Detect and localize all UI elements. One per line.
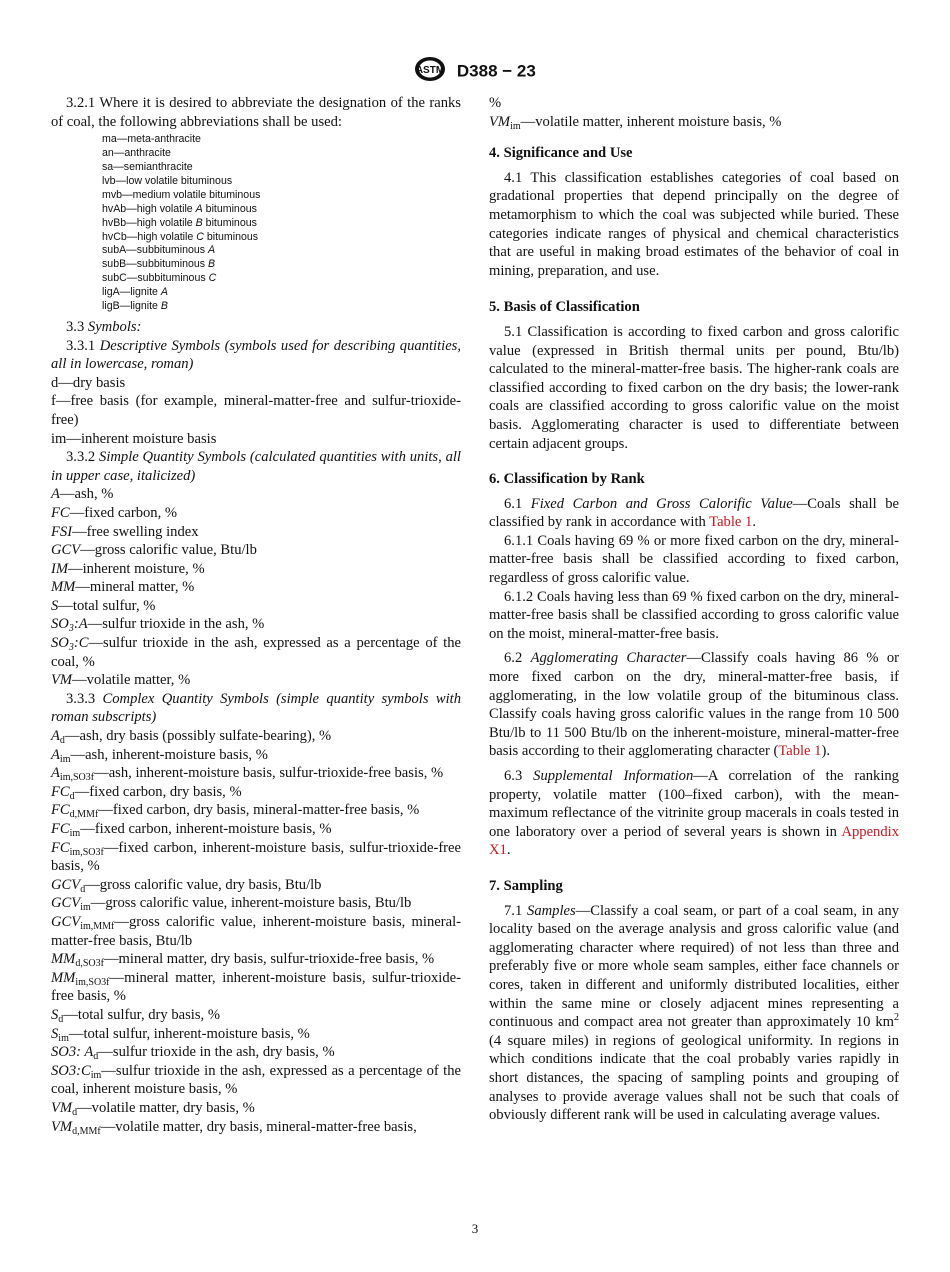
paragraph-6-1 <box>489 495 899 532</box>
abbreviation-variant: C <box>196 230 204 243</box>
section-number: 3.3.3 <box>66 690 96 707</box>
paragraph-4-1: 4.1 This classification establishes categories of coal based on gradational properties that depend principally on the degree of metamorphism to which the coal was subjected while buried. These categories indicate ranges of physical and chemical characteristics that are useful in making broad estimates of the behavior of coal in mining, preparation, and use. <box>489 169 899 279</box>
complex-symbol <box>51 1006 461 1025</box>
section-number: 6.1 <box>504 495 523 512</box>
abbreviation-code: ligA <box>102 286 120 299</box>
symbol: GCV <box>51 895 81 912</box>
paragraph-end: ). <box>821 743 830 760</box>
abbreviation-name: semianthracite <box>123 161 193 173</box>
symbol-definition: —mineral matter, dry basis, sulfur-trioxide-free basis, % <box>103 951 435 968</box>
paragraph-text: —A correlation of the ranking property, volatile matter (100–fixed carbon), with the mean-maximum reflectance of the vitrinite group macerals in coals tested in one laboratory over a period of several years is shown in <box>489 768 899 840</box>
symbol-definition: —volatile matter, % <box>72 672 191 689</box>
abbreviation-item: lvb—low volatile bituminous <box>102 174 233 187</box>
symbol-subscript: im <box>69 828 81 839</box>
section-3-3-3 <box>51 690 461 727</box>
symbol-definition: —free swelling index <box>72 523 199 540</box>
abbreviation-variant: B <box>208 258 216 271</box>
abbreviation-code: hvBb <box>102 216 127 229</box>
symbol-subscript: im,MMf <box>80 920 115 932</box>
abbreviation-name: anthracite <box>124 147 171 160</box>
abbreviation-code: hvCb <box>102 230 127 243</box>
simple-symbol <box>51 578 461 597</box>
descriptive-symbol: f—free basis (for example, mineral-matter-free and sulfur-trioxide-free) <box>51 393 461 428</box>
symbol-subscript: d,MMf <box>72 1125 101 1137</box>
symbol-definition: —sulfur trioxide in the ash, expressed as a percentage of the coal, inherent moisture basis, % <box>51 1062 461 1098</box>
abbreviation-variant: A <box>195 202 203 215</box>
complex-symbol <box>51 764 461 783</box>
section-number: 3.3 <box>66 318 85 335</box>
simple-symbol <box>51 485 461 504</box>
symbol-subscript: d,MMf <box>69 809 99 821</box>
symbol-definition: —total sulfur, dry basis, % <box>63 1006 220 1023</box>
abbreviation-item: hvAb—high volatile A bituminous <box>102 202 257 215</box>
page-number: 3 <box>471 1221 479 1236</box>
symbol-subscript: d <box>72 1106 78 1118</box>
symbol: VM <box>51 1099 73 1116</box>
abbreviation-code: ligB <box>102 300 120 313</box>
abbreviation-name: subbituminous <box>136 258 206 271</box>
abbreviation-item: ligA—lignite A <box>102 286 168 299</box>
symbol-suffix: :C <box>73 635 89 652</box>
symbol-definition: —fixed carbon, dry basis, % <box>74 783 242 800</box>
section-3-3-1 <box>51 337 461 374</box>
paragraph-end: . <box>752 514 756 531</box>
section-number: 6.2 <box>504 650 523 667</box>
abbreviation-code: mvb <box>102 188 123 201</box>
astm-logo-icon <box>414 56 446 87</box>
symbol-subscript: im,SO3f <box>59 772 95 784</box>
symbol-subscript: im <box>80 902 91 914</box>
complex-symbol <box>51 727 461 746</box>
descriptive-symbol-list <box>51 374 461 448</box>
superscript: 2 <box>894 1012 899 1024</box>
abbreviation-code: ma <box>102 133 117 146</box>
symbol-definition: —ash, % <box>59 486 114 503</box>
symbol: S <box>51 597 59 614</box>
section-title: Agglomerating Character <box>530 650 687 667</box>
symbol-definition: —sulfur trioxide in the ash, dry basis, % <box>98 1044 335 1061</box>
table-1-link[interactable]: Table 1 <box>709 514 753 531</box>
symbol: FC <box>51 802 70 819</box>
symbol-subscript: 3 <box>68 623 74 635</box>
complex-symbol <box>51 783 461 802</box>
paragraph-text: —Coals shall be classified by rank in accordance with <box>489 495 899 531</box>
abbreviation-name: high volatile <box>137 230 194 243</box>
symbol: A <box>51 486 60 503</box>
section-title: Symbols: <box>87 318 142 335</box>
abbreviation-code: subC <box>102 272 127 285</box>
section-title: Fixed Carbon and Gross Calorific Value <box>530 495 793 512</box>
simple-symbol <box>51 523 461 542</box>
symbol: FSI <box>51 523 73 540</box>
symbol: IM <box>51 560 69 577</box>
abbreviation-name: high volatile <box>136 202 193 215</box>
paragraph-6-2 <box>489 649 899 761</box>
symbol-subscript: d <box>59 735 65 747</box>
symbol-subscript: d <box>58 1013 64 1025</box>
symbol-definition: —inherent moisture, % <box>68 560 205 577</box>
simple-symbol <box>51 671 461 690</box>
symbol: A <box>51 765 60 782</box>
symbol-subscript: im <box>90 1069 102 1081</box>
symbol-subscript: im <box>510 120 521 132</box>
complex-symbol-list <box>51 727 461 1136</box>
descriptive-symbol: im—inherent moisture basis <box>51 430 217 447</box>
descriptive-symbol: d—dry basis <box>51 374 126 391</box>
simple-symbol-list <box>51 485 461 690</box>
abbreviation-name: high volatile <box>136 216 193 229</box>
symbol-definition: —total sulfur, inherent-moisture basis, % <box>68 1025 310 1042</box>
paragraph-7-1 <box>489 902 899 1125</box>
symbol-subscript: d <box>69 790 75 802</box>
paragraph-5-1: 5.1 Classification is according to fixed carbon and gross calorific value (expressed in British thermal units per pound, Btu/lb) calculated to the mineral-matter-free basis. The higher-rank coals are classified according to fixed carbon on the dry basis; the lower-rank coals are classified according to gross calorific value on the moist basis. Agglomerating character is used to differentiate between certain adjacent groups. <box>489 323 899 452</box>
abbreviation-suffix: bituminous <box>203 230 259 243</box>
simple-symbol <box>51 634 461 671</box>
abbreviation-name: lignite <box>130 286 158 299</box>
document-designation: D388 − 23 <box>456 61 536 81</box>
abbreviation-item: subA—subbituminous A <box>102 244 216 257</box>
section-3-3 <box>51 318 461 337</box>
complex-symbol <box>51 746 461 765</box>
symbol: A <box>51 728 60 745</box>
abbreviation-variant: B <box>195 216 203 229</box>
simple-symbol <box>51 504 461 523</box>
section-title: Descriptive Symbols (symbols used for describing quantities, all in lowercase, roman) <box>51 337 461 373</box>
complex-symbol <box>51 801 461 820</box>
abbreviation-name: subbituminous <box>136 244 206 257</box>
symbol: SO <box>51 635 69 652</box>
symbol: GCV <box>51 913 81 930</box>
symbol-definition: —fixed carbon, inherent-moisture basis, sulfur-trioxide-free basis, % <box>51 839 461 875</box>
symbol-subscript: im <box>58 1032 69 1044</box>
symbol: VM <box>51 1118 73 1135</box>
symbol-definition: —ash, inherent-moisture basis, sulfur-trioxide-free basis, % <box>94 765 444 782</box>
complex-symbol <box>51 876 461 895</box>
paragraph-6-3 <box>489 767 899 860</box>
right-column <box>489 94 899 1125</box>
symbol-definition: —total sulfur, % <box>58 597 156 614</box>
symbol: FC <box>51 783 70 800</box>
complex-symbol <box>51 1062 461 1099</box>
abbreviation-item: an—anthracite <box>102 147 171 160</box>
complex-symbol <box>51 913 461 950</box>
abbreviation-variant: A <box>208 244 216 257</box>
abbreviation-item: sa—semianthracite <box>102 161 193 173</box>
abbreviation-name: medium volatile bituminous <box>132 188 261 201</box>
complex-symbol <box>51 1043 461 1062</box>
table-1-link[interactable]: Table 1 <box>778 743 822 760</box>
paragraph-end: . <box>506 842 511 859</box>
symbol: S <box>51 1006 59 1023</box>
symbol-definition: —volatile matter, dry basis, % <box>77 1099 255 1116</box>
symbol-subscript: d,SO3f <box>75 958 104 970</box>
symbol-subscript: im <box>59 753 71 765</box>
symbol-definition: —fixed carbon, inherent-moisture basis, % <box>80 821 332 837</box>
symbol: GCV <box>51 876 81 893</box>
abbreviation-item: ma—meta-anthracite <box>102 133 201 146</box>
left-column <box>51 94 461 1136</box>
symbol-definition: —gross calorific value, dry basis, Btu/lb <box>85 876 322 893</box>
abbreviation-item: subC—subbituminous C <box>102 272 217 285</box>
continued-percent: % <box>489 95 502 111</box>
symbol: S <box>51 1025 59 1042</box>
paragraph-6-1-1: 6.1.1 Coals having 69 % or more fixed carbon on the dry, mineral-matter-free basis shall be classified according to fixed carbon, regardless of gross calorific value. <box>489 532 899 587</box>
complex-symbol <box>51 1099 461 1118</box>
abbreviation-variant: C <box>208 272 217 285</box>
appendix-x1-link[interactable]: Appendix X1 <box>489 823 899 859</box>
svg-text:ASTM: ASTM <box>415 65 445 76</box>
symbol: MM <box>51 969 76 986</box>
symbol: SO <box>51 616 69 633</box>
symbol: VM <box>489 113 511 130</box>
abbreviation-list <box>102 133 461 314</box>
symbol-subscript: d <box>80 883 86 895</box>
heading-section-5: 5. Basis of Classification <box>489 299 640 316</box>
abbreviation-item: subB—subbituminous B <box>102 258 216 271</box>
abbreviation-code: sa <box>102 161 114 173</box>
symbol-subscript: im,SO3f <box>75 976 110 988</box>
abbreviation-variant: A <box>160 286 168 299</box>
section-title: Supplemental Information <box>533 768 694 784</box>
symbol-suffix: :A <box>73 616 88 633</box>
symbol: MM <box>51 579 76 596</box>
symbol: FC <box>51 821 70 837</box>
section-number: 7.1 <box>504 902 523 919</box>
simple-symbol <box>51 541 461 560</box>
abbreviation-code: subB <box>102 258 127 271</box>
abbreviation-item: hvCb—high volatile C bituminous <box>102 230 259 243</box>
complex-symbol <box>51 1118 461 1137</box>
heading-section-7: 7. Sampling <box>489 877 563 894</box>
complex-symbol <box>51 820 461 839</box>
symbol-subscript: im,SO3f <box>69 846 104 858</box>
abbreviation-name: lignite <box>130 300 158 313</box>
section-number: 6.3 <box>504 768 523 784</box>
complex-symbol <box>51 1025 461 1044</box>
paragraph-text: —Classify coals having 86 % or more fixed carbon on the dry, mineral-matter-free basis, if agglomerating, in the low volatile group of the bituminous class. Classify coals having gross calorific values in the range from 10 500 Btu/lb to 11 500 Btu/lb on the inherent-moisture, mineral-matter-free basis according to their agglomerating character ( <box>489 650 899 760</box>
symbol-vm-im <box>489 113 899 132</box>
section-number: 3.3.2 <box>66 449 96 466</box>
simple-symbol <box>51 597 461 616</box>
heading-section-4: 4. Significance and Use <box>489 145 633 162</box>
section-3-3-2 <box>51 448 461 485</box>
abbreviation-item: mvb—medium volatile bituminous <box>102 188 261 201</box>
symbol: MM <box>51 951 76 968</box>
complex-symbol <box>51 969 461 1006</box>
symbol-definition: —ash, dry basis (possibly sulfate-bearing), % <box>64 728 332 745</box>
paragraph-3-2-1: 3.2.1 Where it is desired to abbreviate the designation of the ranks of coal, the following abbreviations shall be used: <box>51 95 461 130</box>
abbreviation-suffix: bituminous <box>202 216 257 229</box>
complex-symbol <box>51 950 461 969</box>
symbol-subscript: 3 <box>68 642 74 654</box>
symbol: SO3:C <box>51 1062 91 1079</box>
page-header <box>0 56 950 87</box>
symbol-definition: —gross calorific value, inherent-moisture basis, mineral-matter-free basis, Btu/lb <box>51 913 461 949</box>
section-title: Samples <box>527 902 576 919</box>
symbol: FC <box>51 504 70 521</box>
abbreviation-code: lvb <box>102 174 116 187</box>
symbol-definition: —gross calorific value, inherent-moisture basis, Btu/lb <box>90 895 412 912</box>
section-number: 3.3.1 <box>66 337 96 354</box>
simple-symbol <box>51 560 461 579</box>
abbreviation-name: meta-anthracite <box>127 133 201 146</box>
complex-symbol <box>51 894 461 913</box>
abbreviation-code: subA <box>102 244 127 257</box>
symbol-definition: —volatile matter, inherent moisture basis, % <box>520 113 782 130</box>
section-title: Complex Quantity Symbols (simple quantity symbols with roman subscripts) <box>51 690 461 726</box>
abbreviation-variant: B <box>160 300 168 313</box>
symbol: GCV <box>51 542 81 559</box>
symbol-definition: —mineral matter, inherent-moisture basis, sulfur-trioxide-free basis, % <box>51 969 461 1005</box>
abbreviation-code: hvAb <box>102 202 127 215</box>
symbol-definition: —mineral matter, % <box>75 579 195 596</box>
abbreviation-name: subbituminous <box>137 272 206 285</box>
symbol: VM <box>51 672 73 689</box>
paragraph-6-1-2: 6.1.2 Coals having less than 69 % fixed carbon on the dry, mineral-matter-free basis shall be classified according to gross calorific value on the moist, mineral-matter-free basis. <box>489 588 899 642</box>
heading-section-6: 6. Classification by Rank <box>489 471 645 488</box>
paragraph-text: (4 square miles) in regions of geological uniformity. In regions in which conditions indicate that the coal probably varies rapidly in short distances, the spacing of sampling points and grouping of analyses to provide average values shall not be such that coals of obviously different rank will be used in calculating average values. <box>489 1032 899 1124</box>
section-title: Simple Quantity Symbols (calculated quantities with units, all in upper case, italicized) <box>51 449 461 484</box>
abbreviation-code: an <box>102 147 114 160</box>
symbol-definition: —gross calorific value, Btu/lb <box>80 542 257 559</box>
symbol-definition: —ash, inherent-moisture basis, % <box>70 746 268 763</box>
abbreviation-suffix: bituminous <box>202 202 257 215</box>
symbol-subscript: d <box>93 1051 99 1063</box>
symbol: FC <box>51 839 70 856</box>
symbol-definition: —fixed carbon, % <box>69 504 178 521</box>
symbol: SO3: A <box>51 1044 94 1061</box>
symbol-definition: —fixed carbon, dry basis, mineral-matter-free basis, % <box>98 802 420 819</box>
symbol-definition: —sulfur trioxide in the ash, expressed as a percentage of the coal, % <box>51 635 461 670</box>
abbreviation-item: hvBb—high volatile B bituminous <box>102 216 257 229</box>
paragraph-text: —Classify a coal seam, or part of a coal seam, in any locality based on the average analysis and gross calorific value (and agglomerating character where required) of not less than three and preferably five or more whole seam samples, either face channels or cores, taken in different and uniformly distributed localities, either within the same mine or closely adjacent mines representing a continuous and compact area not greater than approximately 10 km <box>489 902 900 1031</box>
complex-symbol <box>51 839 461 876</box>
abbreviation-name: low volatile bituminous <box>126 174 233 187</box>
simple-symbol <box>51 615 461 634</box>
symbol-definition: —volatile matter, dry basis, mineral-matter-free basis, <box>100 1118 417 1135</box>
abbreviation-item: ligB—lignite B <box>102 300 168 313</box>
symbol-definition: —sulfur trioxide in the ash, % <box>87 616 265 633</box>
symbol: A <box>51 746 60 763</box>
